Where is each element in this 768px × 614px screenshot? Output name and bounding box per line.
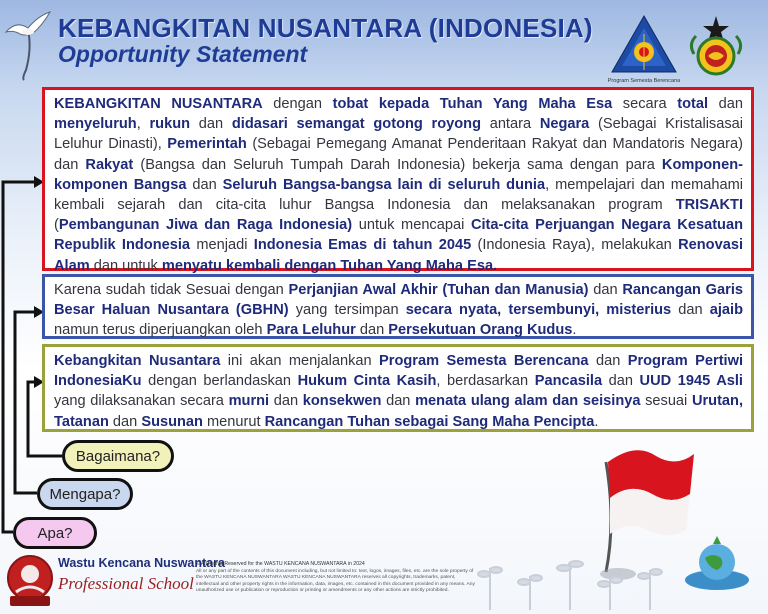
seagull-icon [2,8,54,82]
text-phrase: . [572,322,577,339]
bold-phrase: secara nyata, tersembunyi, misterius [405,302,672,319]
text-phrase: dan [269,393,303,410]
bold-phrase: Pemerintah [167,136,247,153]
school-name: Wastu Kencana Nuswantara [58,556,225,570]
page-subtitle: Opportunity Statement [58,41,308,67]
text-phrase: sesuai [640,393,692,410]
logo-caption: Program Semesta Berencana [607,78,681,84]
bold-phrase: UUD 1945 Asli [639,373,743,390]
text-phrase: menjadi [190,237,254,254]
text-phrase: dan [588,282,623,298]
school-logo [4,552,56,608]
text-phrase: dan [602,373,640,390]
text-phrase: antara [480,116,540,133]
plant-silhouettes-decoration [470,548,680,610]
bold-phrase: menata ulang alam dan seisinya [415,393,641,410]
text-phrase: dan [190,116,232,133]
bold-phrase: tobat kepada Tuhan Yang Maha Esa [332,96,613,112]
bold-phrase: Renovasi Alam [54,237,743,274]
bold-phrase: Cita-cita Perjuangan Negara Kesatuan Republik Indonesia [54,217,743,254]
text-phrase: untuk mencapai [352,217,471,234]
text-phrase: dan [355,322,389,339]
bold-phrase: konsekwen [302,393,382,410]
statement-box-mengapa [42,274,754,339]
bold-phrase: Indonesia Emas di tahun 2045 [253,237,472,254]
bold-phrase: Perjanjian Awal Akhir (Tuhan dan Manusia) [288,282,589,298]
text-phrase: dan [708,96,744,112]
bold-phrase: KEBANGKITAN NUSANTARA [54,96,263,112]
text-phrase: dengan berlandaskan [141,373,298,390]
text-phrase: dan untuk [89,257,162,274]
text-phrase: , mempelajari dan memahami kembali sejarah dan cita-cita luhur Bangsa Indonesia dan melaksanakan program [54,176,743,214]
school-subtitle: Professional School [58,574,194,593]
text-phrase: yang dilaksanakan secara [54,393,229,410]
bold-phrase: Pancasila [534,373,603,390]
program-semesta-berencana-logo [608,14,680,86]
bold-phrase: Persekutuan Orang Kudus [388,322,573,339]
bold-phrase: Susunan [141,413,203,430]
bold-phrase: Seluruh Bangsa-bangsa lain di seluruh dunia [222,176,546,193]
bold-phrase: Urutan, Tatanan [54,393,744,430]
globe-image [681,532,753,592]
bold-phrase: murni [228,393,270,410]
text-phrase: . [594,413,599,430]
bold-phrase: Komponen-komponen Bangsa [54,156,743,193]
bold-phrase: menyatu kembali dengan Tuhan Yang Maha Esa. [161,257,498,274]
bubble-bagaimana: Bagaimana? [62,440,174,472]
bold-phrase: Kebangkitan Nusantara [54,353,221,369]
bold-phrase: rukun [149,116,191,133]
text-phrase: dengan [262,96,333,112]
text-phrase: , berdasarkan [436,373,535,390]
text-phrase: namun terus diperjuangkan oleh [54,322,267,339]
bold-phrase: total [677,96,709,112]
text-phrase: dan [671,302,710,319]
bubble-mengapa: Mengapa? [37,478,133,510]
page-title: KEBANGKITAN NUSANTARA (INDONESIA) [58,13,593,43]
bold-phrase: ajaib [709,302,744,319]
text-phrase: (Bangsa dan Seluruh Tumpah Darah Indonesia) bekerja sama dengan para [133,156,662,173]
text-phrase: (Sebagai Kristalisasai Leluhur Dinasti), [54,116,744,153]
statement-text [54,96,743,274]
copyright-title: © All Rights Reserved for the WASTU KENCANA NUSWANTARA in 2024 [196,561,365,567]
statement-box-apa [42,87,754,274]
bubble-apa: Apa? [13,517,97,549]
text-phrase: secara [612,96,678,112]
bold-phrase: Program Semesta Berencana [379,353,589,369]
statement-text [54,353,743,430]
text-phrase: ini akan menjalankan [220,353,380,369]
copyright-notice: All or any part of the contents of this document including, but not limited to: text, logos, images, files, etc. are the sole property of the WASTU KENCANA NUSWANTARA WASTU KENCANA NUSWANTARA reserves all copyrights, trademarks, patent, intellectual and other property rights in the information, data, images, etc. contained in this document provided in any means. Any unauthorized use or publication or reproduction or printing or amendments or any other actions are strictly prohibited. [196,569,475,594]
bold-phrase: Pembangunan Jiwa dan Raga Indonesia) [58,217,353,234]
text-phrase: ( [54,217,59,234]
text-phrase: dan [381,393,416,410]
text-phrase: dan [108,413,142,430]
text-phrase: dan [588,353,628,369]
text-phrase: Karena sudah tidak Sesuai dengan [54,282,289,298]
statement-box-bagaimana [42,344,754,432]
text-phrase: (Indonesia Raya), melakukan [471,237,679,254]
text-phrase: yang tersimpan [288,302,406,319]
bold-phrase: Hukum Cinta Kasih [297,373,437,390]
text-phrase: (Sebagai Pemegang Amanat Penderitaan Rakyat dan Mandatoris Negara) dan [54,136,743,173]
bold-phrase: Rancangan Tuhan sebagai Sang Maha Pencipta [264,413,595,430]
bold-phrase: Negara [539,116,590,133]
bold-phrase: Para Leluhur [266,322,356,339]
statement-text [54,282,743,338]
text-phrase: dan [186,176,223,193]
text-phrase: menurut [202,413,265,430]
garuda-emblem-logo [684,14,748,80]
bold-phrase: menyeluruh [54,116,137,133]
bold-phrase: Rakyat [85,156,134,173]
bold-phrase: Rancangan Garis Besar Haluan Nusantara (GBHN) [54,282,743,319]
text-phrase: , [136,116,150,133]
bold-phrase: Program Pertiwi IndonesiaKu [54,353,744,390]
bold-phrase: didasari semangat gotong royong [231,116,481,133]
bold-phrase: TRISAKTI [675,197,743,214]
